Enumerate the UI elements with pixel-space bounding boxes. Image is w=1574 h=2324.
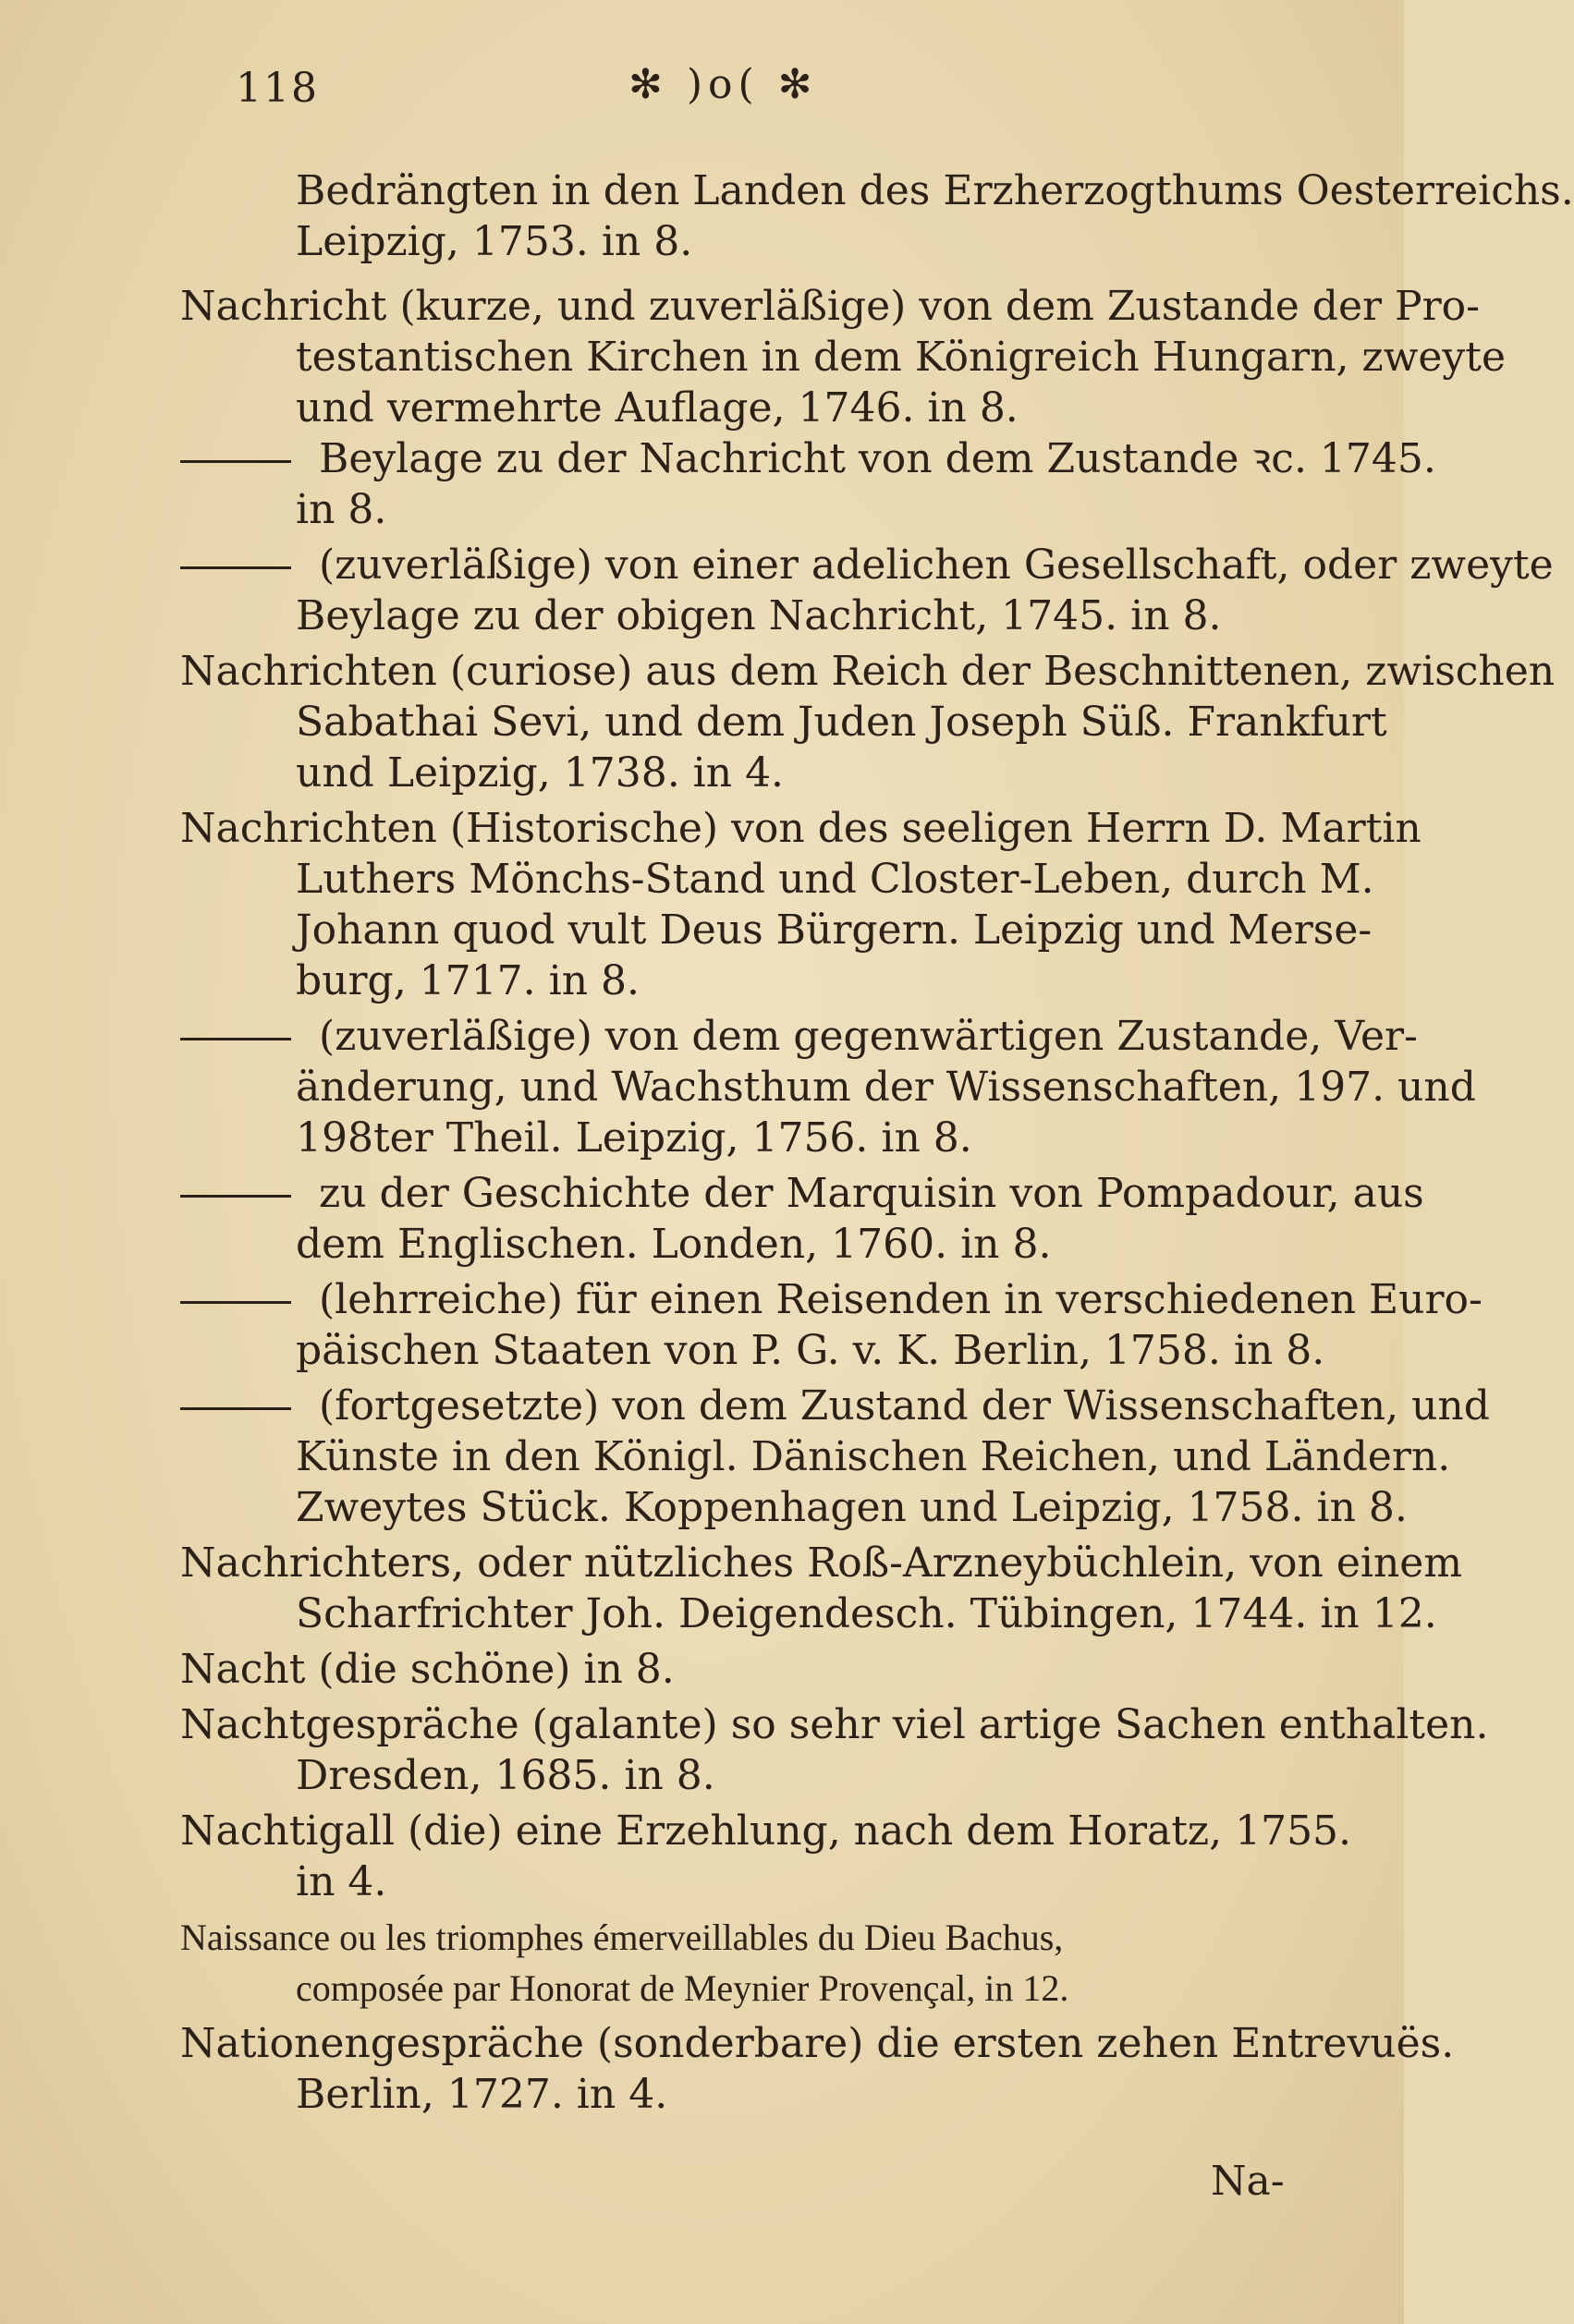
entry-line: Nacht (die schöne) in 8. <box>180 1646 675 1693</box>
entry-line-with-dash: (lehrreiche) für einen Reisenden in verschiedenen Euro- <box>180 1275 1482 1325</box>
entry-line: Nationengespräche (sonderbare) die ersten zehen Entrevuës. <box>180 2020 1455 2067</box>
page-number: 118 <box>236 65 319 112</box>
entry-line: Dresden, 1685. in 8. <box>296 1752 715 1799</box>
entry-line-with-dash: (zuverläßige) von dem gegenwärtigen Zustande, Ver- <box>180 1012 1418 1062</box>
entry-line-with-dash: zu der Geschichte der Marquisin von Pompadour, aus <box>180 1169 1424 1219</box>
entry-line-with-dash: (zuverläßige) von einer adelichen Gesellschaft, oder zweyte <box>180 541 1554 590</box>
ditto-dash <box>180 1407 291 1410</box>
ditto-dash <box>180 1038 291 1040</box>
entry-line: Nachrichten (curiose) aus dem Reich der Beschnittenen, zwischen <box>180 648 1556 695</box>
entry-line: testantischen Kirchen in dem Königreich Hungarn, zweyte <box>296 334 1506 381</box>
ditto-dash <box>180 1301 291 1304</box>
entry-line: Berlin, 1727. in 4. <box>296 2071 668 2118</box>
entry-line: Nachricht (kurze, und zuverläßige) von dem Zustande der Pro- <box>180 283 1481 330</box>
entry-line: Nachtigall (die) eine Erzehlung, nach dem Horatz, 1755. <box>180 1807 1352 1855</box>
header-ornament: ✻ )o( ✻ <box>628 61 818 108</box>
entry-line: Nachrichters, oder nützliches Roß-Arzneybüchlein, von einem <box>180 1539 1463 1587</box>
entry-line: änderung, und Wachsthum der Wissenschaften, 197. und <box>296 1064 1476 1111</box>
entry-line: Johann quod vult Deus Bürgern. Leipzig und Merse- <box>296 906 1373 954</box>
entry-line: päischen Staaten von P. G. v. K. Berlin, 1758. in 8. <box>296 1327 1325 1374</box>
entry-line: burg, 1717. in 8. <box>296 957 641 1004</box>
ditto-dash <box>180 1195 291 1198</box>
entry-line: Nachtgespräche (galante) so sehr viel artige Sachen enthalten. <box>180 1701 1489 1748</box>
entry-line: und vermehrte Auflage, 1746. in 8. <box>296 384 1019 432</box>
entry-line: 198ter Theil. Leipzig, 1756. in 8. <box>296 1114 972 1162</box>
entry-line: und Leipzig, 1738. in 4. <box>296 749 785 797</box>
entry-line: Naissance ou les triomphes émerveillables du Dieu Bachus, <box>180 1916 1064 1958</box>
entry-line: composée par Honorat de Meynier Provençal, in 12. <box>296 1967 1069 2009</box>
catchword: Na- <box>1211 2158 1285 2205</box>
entry-line: Beylage zu der obigen Nachricht, 1745. in 8. <box>296 592 1222 639</box>
entry-line: Nachrichten (Historische) von des seeligen Herrn D. Martin <box>180 805 1421 852</box>
entry-line: in 4. <box>296 1858 387 1905</box>
entry-line: dem Englischen. Londen, 1760. in 8. <box>296 1221 1052 1268</box>
entry-line: Luthers Mönchs-Stand und Closter-Leben, durch M. <box>296 856 1374 903</box>
ditto-dash <box>180 460 291 463</box>
entry-line: Leipzig, 1753. in 8. <box>296 218 693 265</box>
running-head <box>0 57 1404 131</box>
entry-line: Sabathai Sevi, und dem Juden Joseph Süß. Frankfurt <box>296 699 1387 746</box>
ditto-dash <box>180 566 291 569</box>
entry-line: Künste in den Königl. Dänischen Reichen, und Ländern. <box>296 1433 1451 1480</box>
entry-line: Scharfrichter Joh. Deigendesch. Tübingen, 1744. in 12. <box>296 1590 1437 1637</box>
entry-line-with-dash: Beylage zu der Nachricht von dem Zustande ꝛc. 1745. <box>180 434 1436 484</box>
entry-line: in 8. <box>296 486 387 533</box>
entry-line: Zweytes Stück. Koppenhagen und Leipzig, 1758. in 8. <box>296 1484 1408 1531</box>
entry-line: Bedrängten in den Landen des Erzherzogthums Oesterreichs. <box>296 167 1574 214</box>
entry-line-with-dash: (fortgesetzte) von dem Zustand der Wissenschaften, und <box>180 1381 1490 1431</box>
